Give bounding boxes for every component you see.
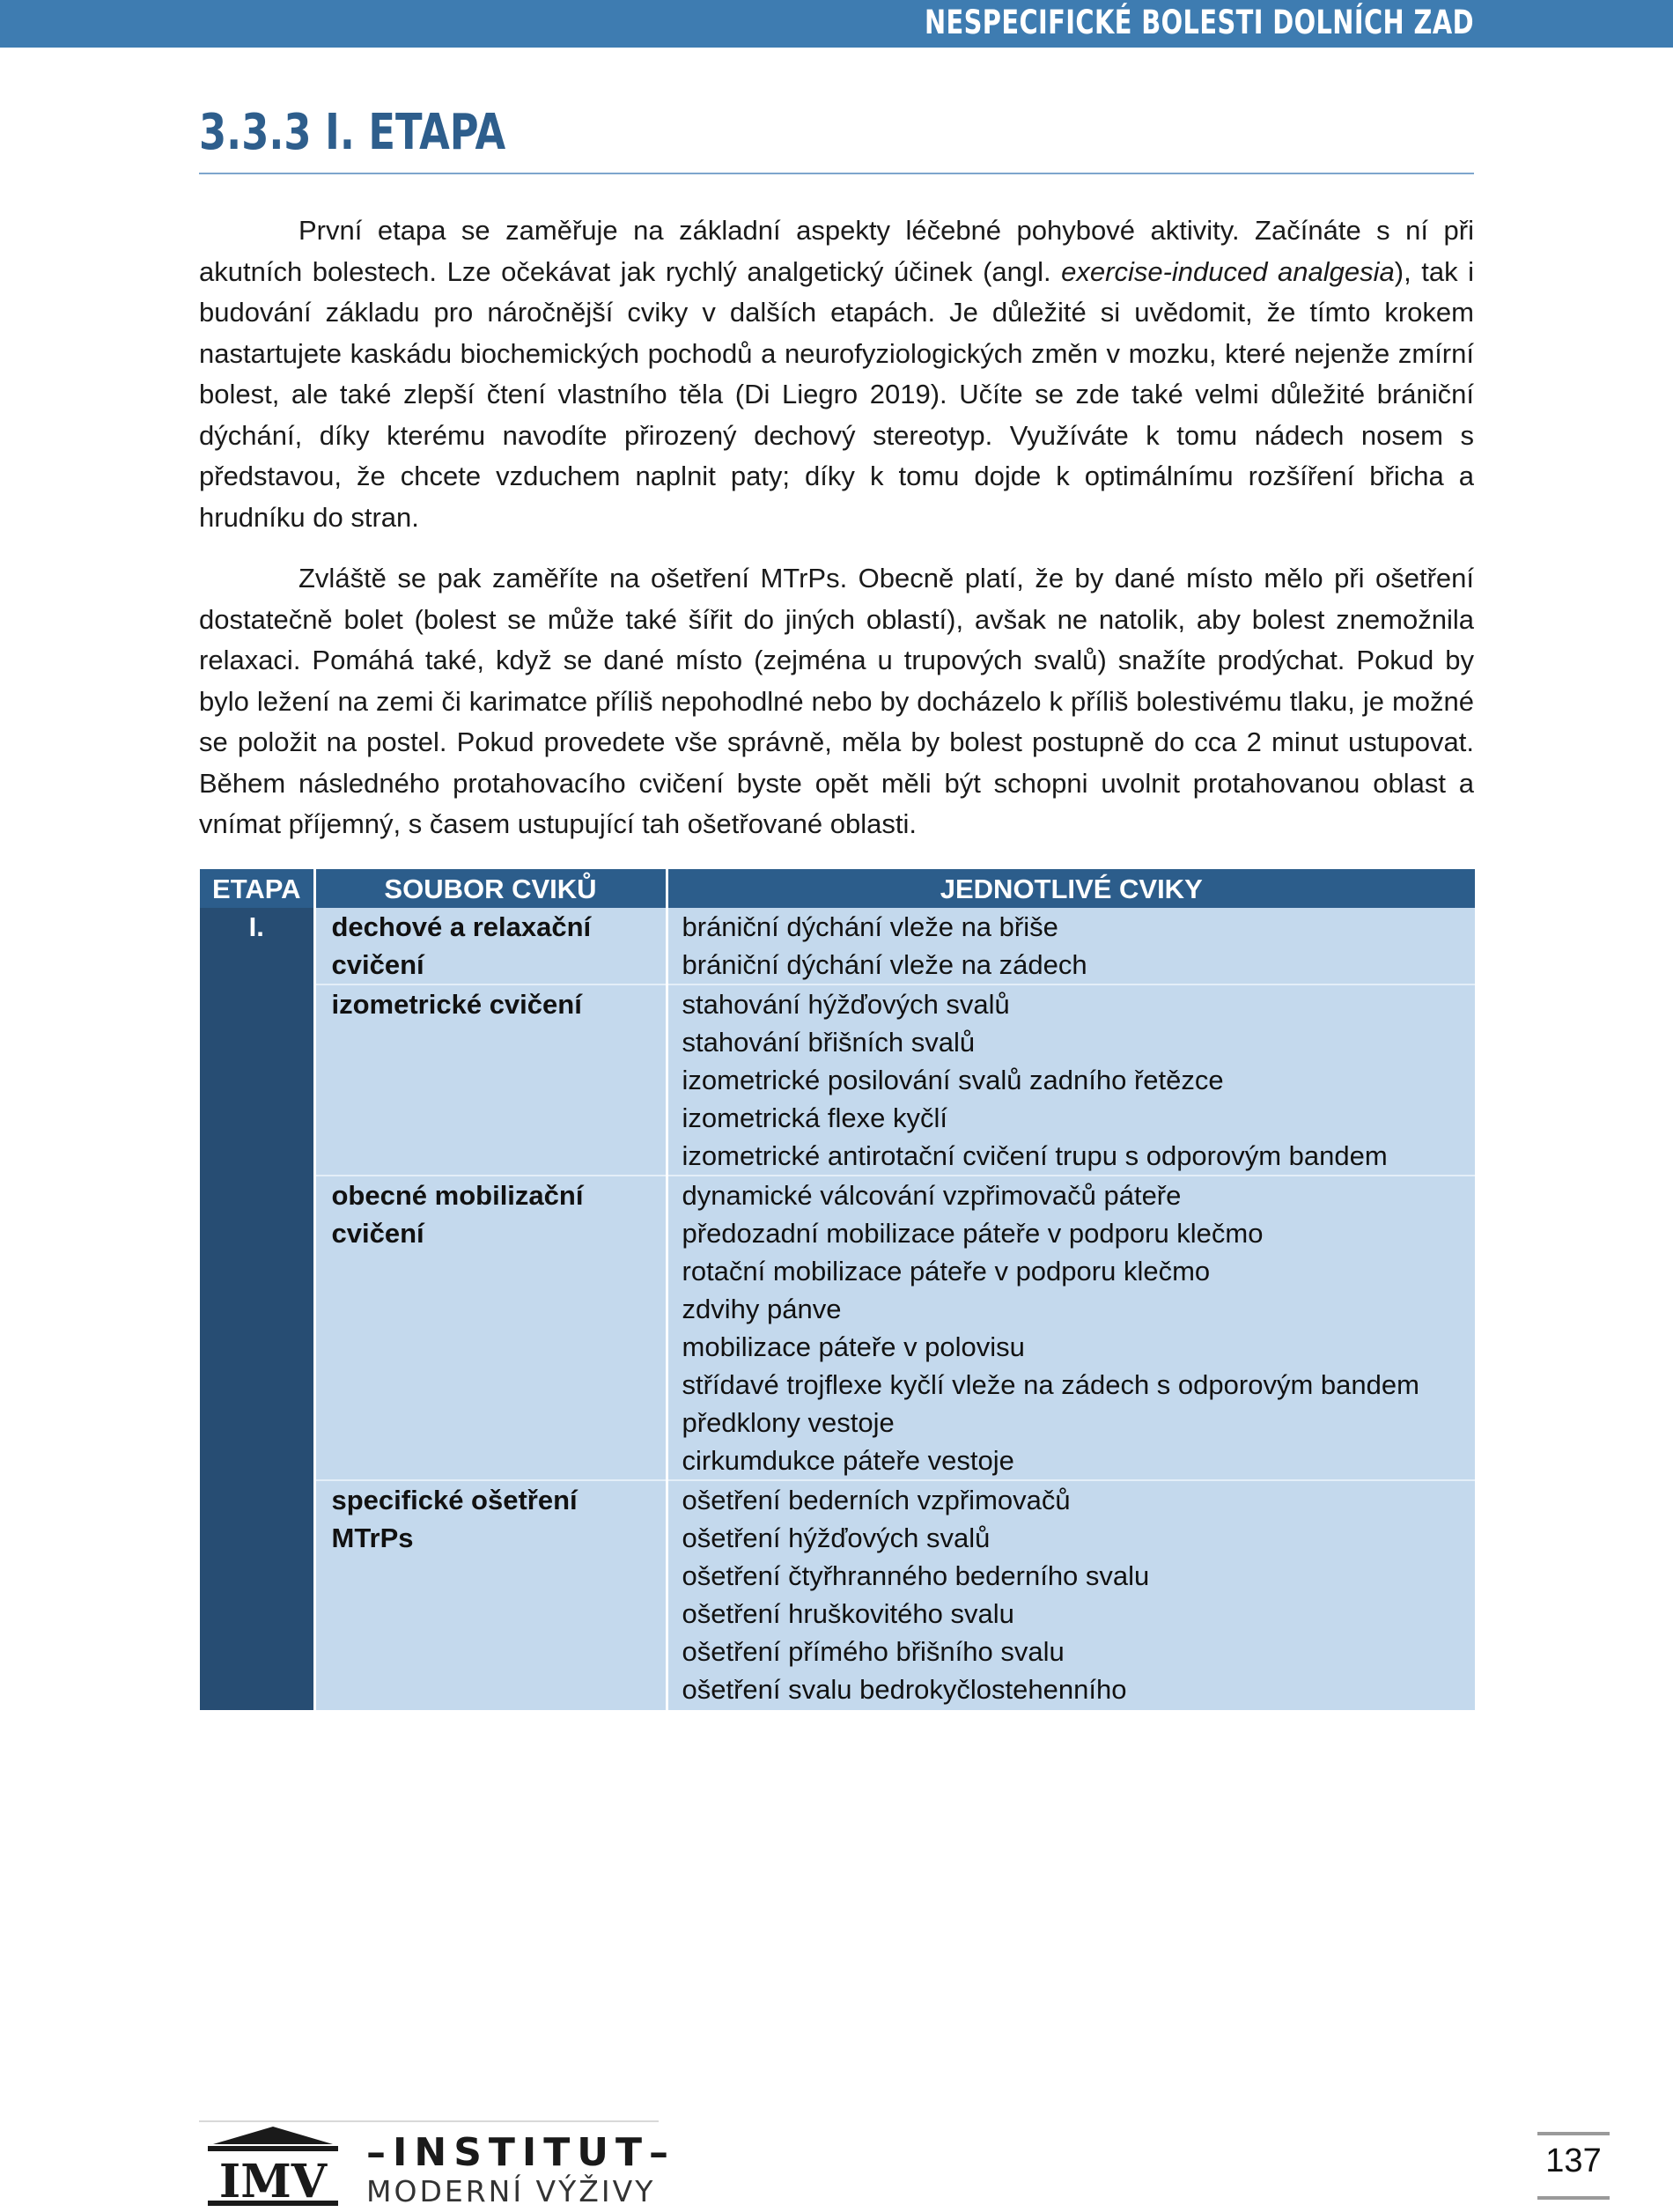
table-row	[200, 1480, 1475, 1710]
exercise-item: předozadní mobilizace páteře v podporu klečmo	[682, 1218, 1264, 1249]
exercise-item: rotační mobilizace páteře v podporu klečmo	[682, 1256, 1211, 1287]
logo-institut-text: –INSTITUT–	[366, 2130, 676, 2175]
exercise-item: brániční dýchání vleže na břiše	[682, 911, 1058, 942]
exercise-item: dynamické válcování vzpřimovačů páteře	[682, 1180, 1182, 1211]
header-group: SOUBOR CVIKŮ	[314, 869, 667, 908]
exercise-item: předklony vestoje	[682, 1407, 895, 1438]
exercise-item: ošetření čtyřhranného bederního svalu	[682, 1560, 1150, 1591]
exercises-cell	[667, 908, 1475, 984]
logo-mark-text: IMV	[218, 2155, 328, 2208]
table-row	[200, 1176, 1475, 1480]
paragraph-1-italic-term: exercise-induced analgesia	[1061, 255, 1395, 287]
exercise-item: ošetření hruškovitého svalu	[682, 1598, 1014, 1629]
header-stage: ETAPA	[200, 869, 314, 908]
stage-cell: I.	[200, 908, 314, 1710]
paragraph-2-text: Zvláště se pak zaměříte na ošetření MTrPs. Obecně platí, že by dané místo mělo při ošetření dostatečně bolet (bolest se může také šířit do jiných oblastí), avšak ne natolik, aby bolest znemožnila relaxaci. Pomáhá také, když se dané místo (zejména u trupových svalů) snažíte prodýchat. Pokud by bylo ležení na zemi či karimatce příliš nepohodlné nebo by docházelo k příliš bolestivému tlaku, je možné se položit na postel. Pokud provedete vše správně, měla by bolest postupně do cca 2 minut ustupovat. Během následného protahovacího cvičení byste opět měli být schopni uvolnit protahovanou oblast a vnímat příjemný, s časem ustupující tah ošetřované oblasti.	[199, 563, 1474, 839]
exercises-cell	[667, 984, 1475, 1176]
paragraph-2	[199, 558, 1474, 845]
exercise-item: brániční dýchání vleže na zádech	[682, 949, 1087, 980]
exercise-item: ošetření svalu bedrokyčlostehenního	[682, 1674, 1127, 1705]
exercise-plan-table	[200, 869, 1475, 1710]
group-cell: izometrické cvičení	[314, 984, 667, 1176]
exercise-item: cirkumdukce páteře vestoje	[682, 1445, 1014, 1476]
group-cell: dechové a relaxační cvičení	[314, 908, 667, 984]
section-title: 3.3.3 I. ETAPA	[199, 104, 506, 161]
section-divider	[199, 173, 1474, 174]
exercises-cell	[667, 1176, 1475, 1480]
table-header-row	[200, 869, 1475, 908]
exercises-cell	[667, 1480, 1475, 1710]
exercise-item: střídavé trojflexe kyčlí vleže na zádech s odporovým bandem	[682, 1369, 1419, 1400]
exercise-item: izometrická flexe kyčlí	[682, 1102, 947, 1133]
table-row	[200, 984, 1475, 1176]
logo-subtitle-text: MODERNÍ VÝŽIVY	[366, 2174, 656, 2208]
exercise-item: izometrické posilování svalů zadního řetězce	[682, 1065, 1224, 1095]
group-cell: specifické ošetření MTrPs	[314, 1480, 667, 1710]
page-number: 137	[1545, 2142, 1602, 2179]
exercise-item: mobilizace páteře v polovisu	[682, 1331, 1025, 1362]
exercise-item: ošetření bederních vzpřimovačů	[682, 1485, 1071, 1515]
header-bar	[0, 0, 1673, 48]
page-number-rule-bottom	[1537, 2196, 1610, 2200]
group-cell: obecné mobilizační cvičení	[314, 1176, 667, 1480]
footer-divider	[199, 2120, 659, 2122]
exercise-item: izometrické antirotační cvičení trupu s odporovým bandem	[682, 1140, 1388, 1171]
table-row	[200, 908, 1475, 984]
temple-logo-icon	[201, 2125, 345, 2209]
paragraph-1-text-a: První etapa se zaměřuje na základní aspekty léčebné pohybové aktivity. Začínáte s ní při akutních bolestech. Lze očekávat jak rychlý analgetický účinek (angl.	[199, 215, 1474, 287]
running-header-title: NESPECIFICKÉ BOLESTI DOLNÍCH ZAD	[925, 4, 1474, 41]
paragraph-1	[199, 210, 1474, 538]
exercise-item: zdvihy pánve	[682, 1294, 842, 1324]
paragraph-1-text-b: ), tak i budování základu pro náročnější cviky v dalších etapách. Je důležité si uvědomit, že tímto krokem nastartujete kaskádu biochemických pochodů a neurofyziologických změn v mozku, které nejenže zmírní bolest, ale také zlepší čtení vlastního těla (Di Liegro 2019). Učíte se zde také velmi důležité brániční dýchání, díky kterému navodíte přirozený dechový stereotyp. Využíváte k tomu nádech nosem s představou, že chcete vzduchem naplnit paty; díky k tomu dojde k optimálnímu rozšíření břicha a hrudníku do stran.	[199, 255, 1475, 533]
institute-logo	[199, 2125, 676, 2209]
exercise-item: ošetření přímého břišního svalu	[682, 1636, 1065, 1667]
header-exercises: JEDNOTLIVÉ CVIKY	[667, 869, 1475, 908]
page-number-rule-top	[1537, 2132, 1610, 2135]
exercise-item: stahování hýžďových svalů	[682, 989, 1010, 1020]
exercise-item: stahování břišních svalů	[682, 1027, 976, 1058]
exercise-item: ošetření hýžďových svalů	[682, 1523, 991, 1553]
